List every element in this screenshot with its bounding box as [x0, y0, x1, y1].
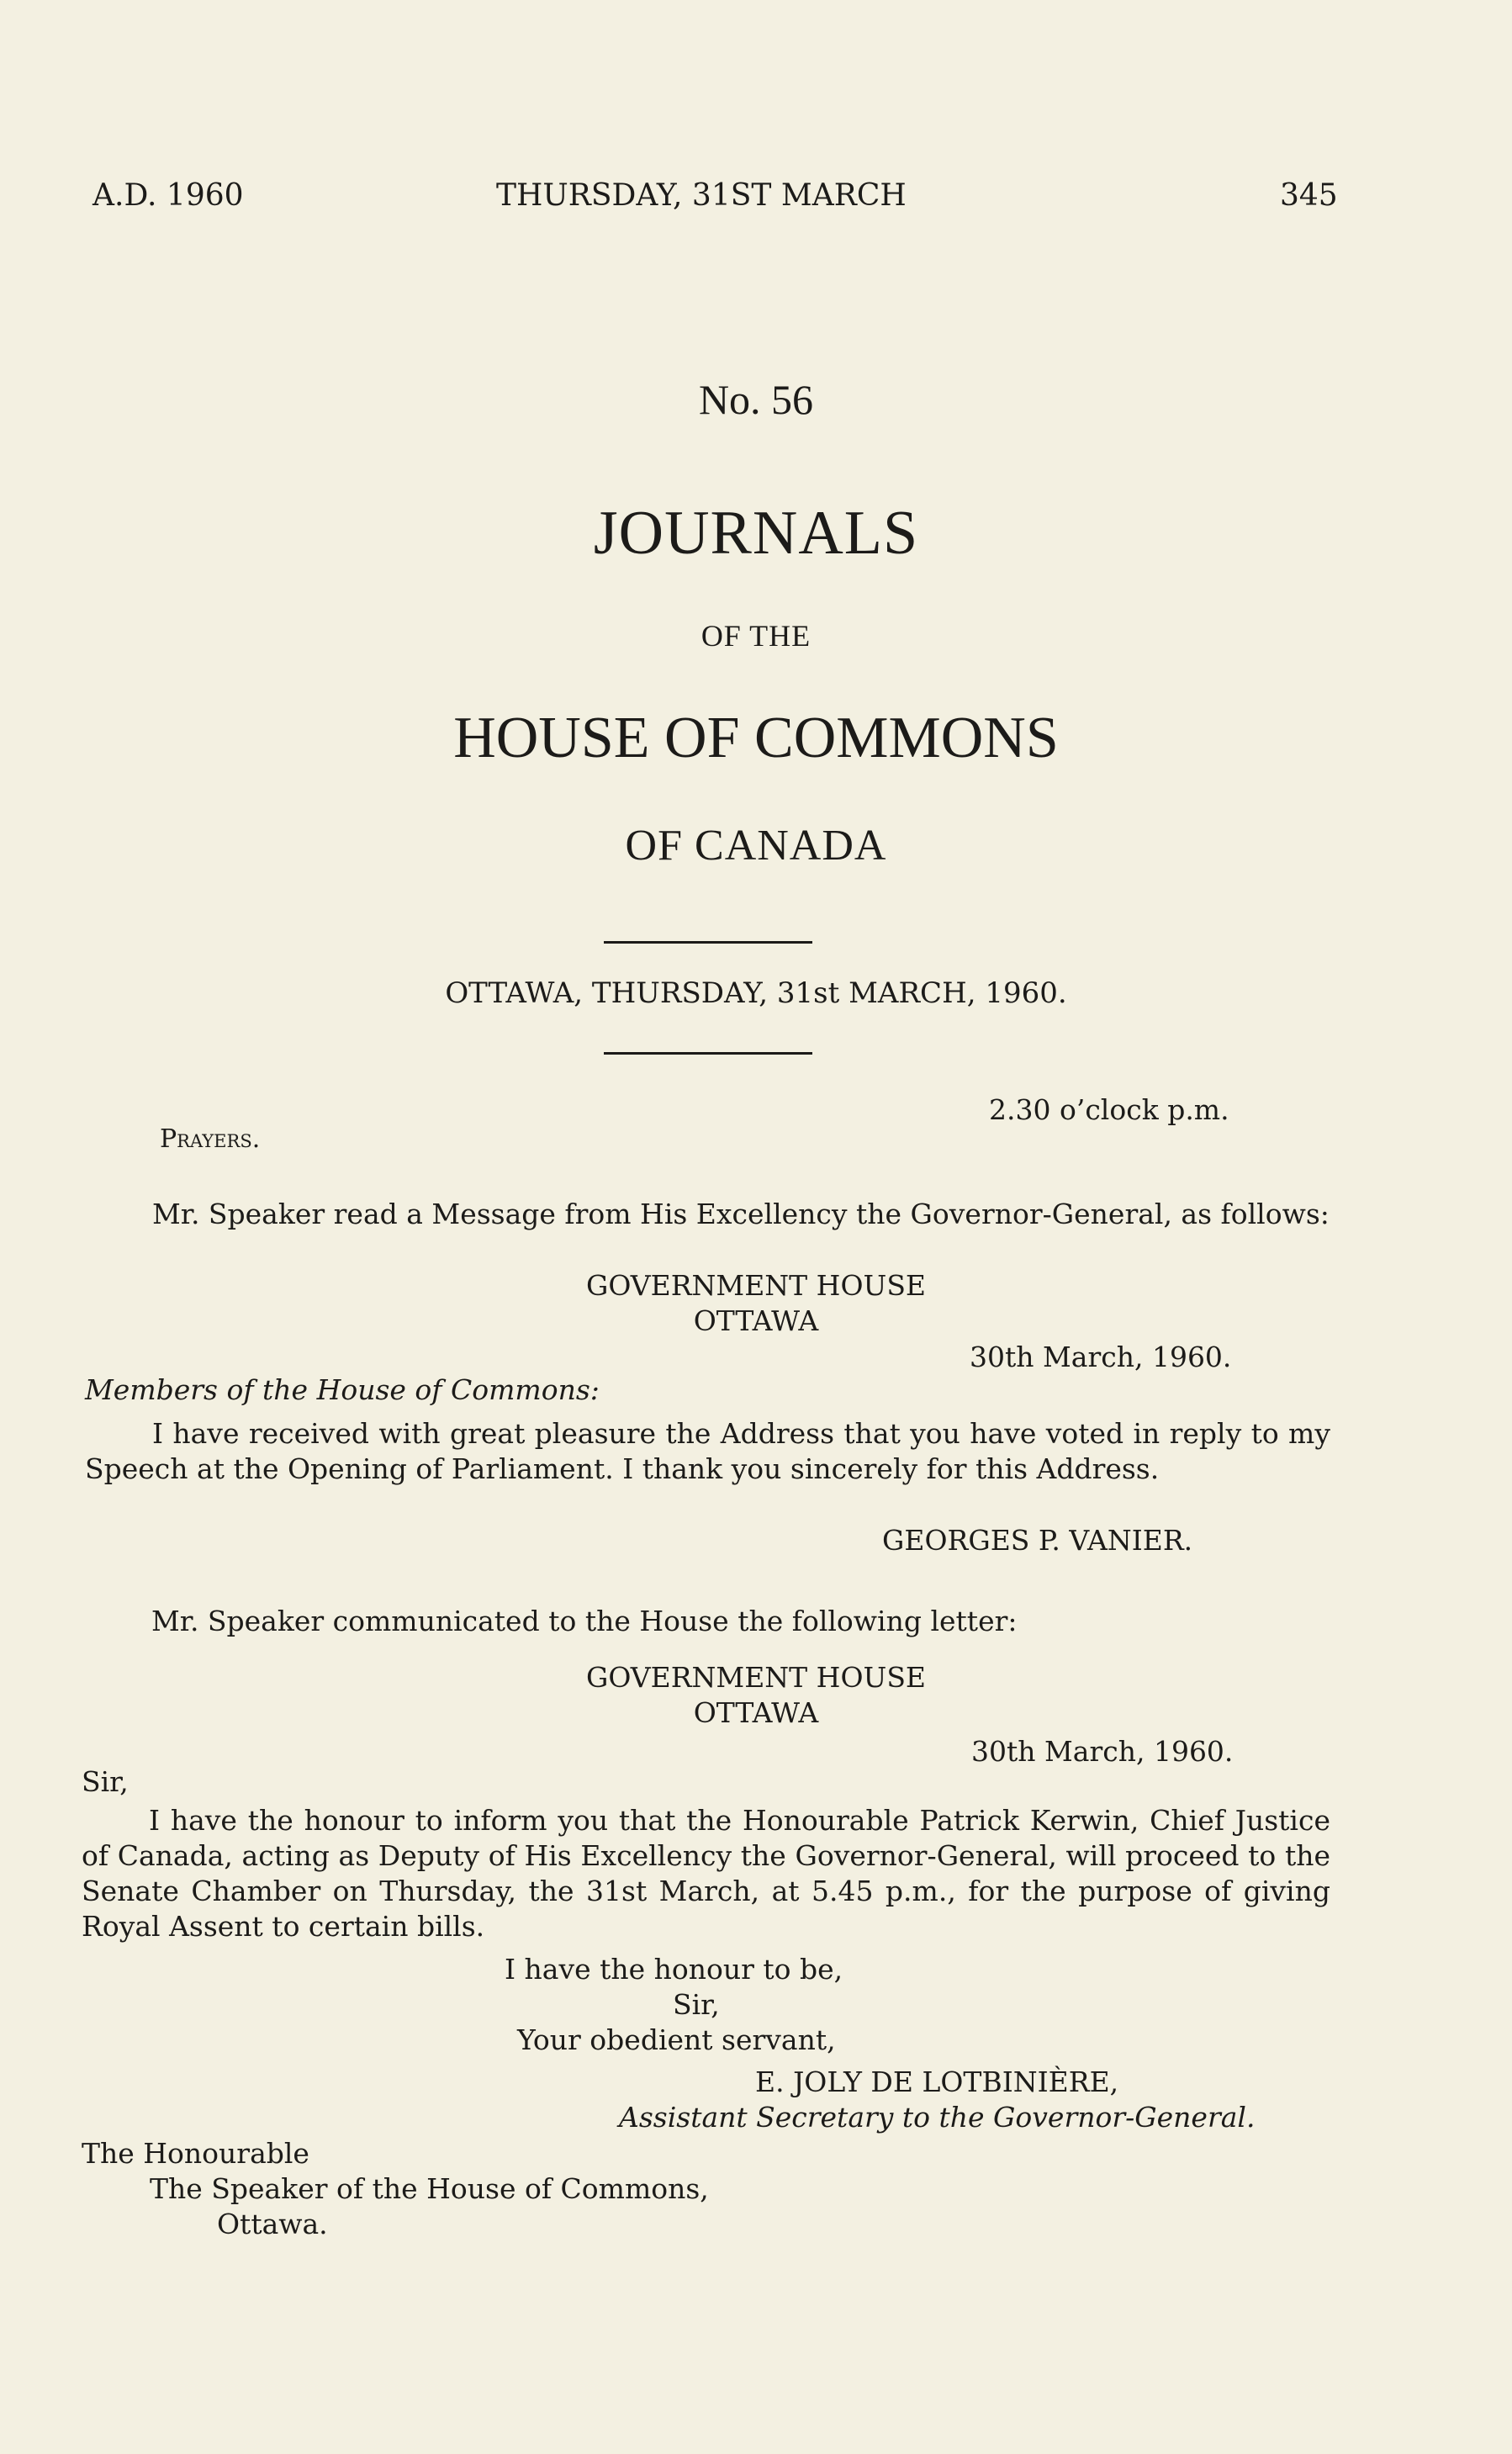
divider-top — [604, 941, 812, 944]
title-of-the: OF THE — [700, 619, 812, 653]
letter-salutation: Sir, — [82, 1765, 129, 1798]
issue-number: No. 56 — [698, 376, 814, 423]
letter-address-line1: GOVERNMENT HOUSE — [585, 1661, 927, 1694]
header-year: A.D. 1960 — [93, 178, 244, 213]
letter-body: I have the honour to inform you that the Honourable Patrick Kerwin, Chief Justice of Canada, acting as Deputy of His Excellency the Governor-General, will proceed to the Senate Chamber on Thursday, the 31st March, at 5.45 p.m., for the purpose of giving Royal Assent to certain bills. — [82, 1804, 1330, 1943]
message-address-line2: OTTAWA — [693, 1304, 819, 1337]
letter-closing-1: I have the honour to be, — [505, 1953, 843, 1986]
message-salutation: Members of the House of Commons: — [85, 1373, 600, 1406]
message-intro: Mr. Speaker read a Message from His Excellency the Governor-General, as follows: — [152, 1198, 1330, 1230]
prayers: Prayers. — [160, 1124, 261, 1154]
page-number: 345 — [1280, 178, 1338, 213]
dateline: OTTAWA, THURSDAY, 31st MARCH, 1960. — [445, 976, 1067, 1010]
addressee-line3: Ottawa. — [217, 2208, 328, 2240]
letter-signature-title: Assistant Secretary to the Governor-General. — [619, 2101, 1256, 2134]
title-of-canada: OF CANADA — [625, 822, 887, 870]
header-date: THURSDAY, 31ST MARCH — [496, 178, 907, 213]
divider-bottom — [604, 1052, 812, 1055]
message-body: I have received with great pleasure the Address that you have voted in reply to my Speech at the Opening of Parliament. I thank you sincerely for this Address. — [85, 1417, 1330, 1485]
letter-intro: Mr. Speaker communicated to the House the following letter: — [151, 1605, 1018, 1637]
title-journals: JOURNALS — [593, 499, 919, 568]
letter-closing-3: Your obedient servant, — [517, 2023, 836, 2056]
sitting-time: 2.30 o’clock p.m. — [989, 1093, 1229, 1126]
addressee-line1: The Honourable — [82, 2137, 309, 2170]
message-signature: GEORGES P. VANIER. — [882, 1524, 1193, 1557]
letter-signature: E. JOLY DE LOTBINIÈRE, — [755, 2065, 1119, 2098]
title-house-of-commons: HOUSE OF COMMONS — [453, 706, 1059, 770]
message-address-line1: GOVERNMENT HOUSE — [585, 1269, 927, 1302]
letter-closing-2: Sir, — [673, 1988, 720, 2021]
addressee-line2: The Speaker of the House of Commons, — [150, 2172, 709, 2205]
letter-date: 30th March, 1960. — [971, 1735, 1234, 1768]
letter-address-line2: OTTAWA — [693, 1696, 819, 1729]
message-date: 30th March, 1960. — [970, 1341, 1232, 1373]
